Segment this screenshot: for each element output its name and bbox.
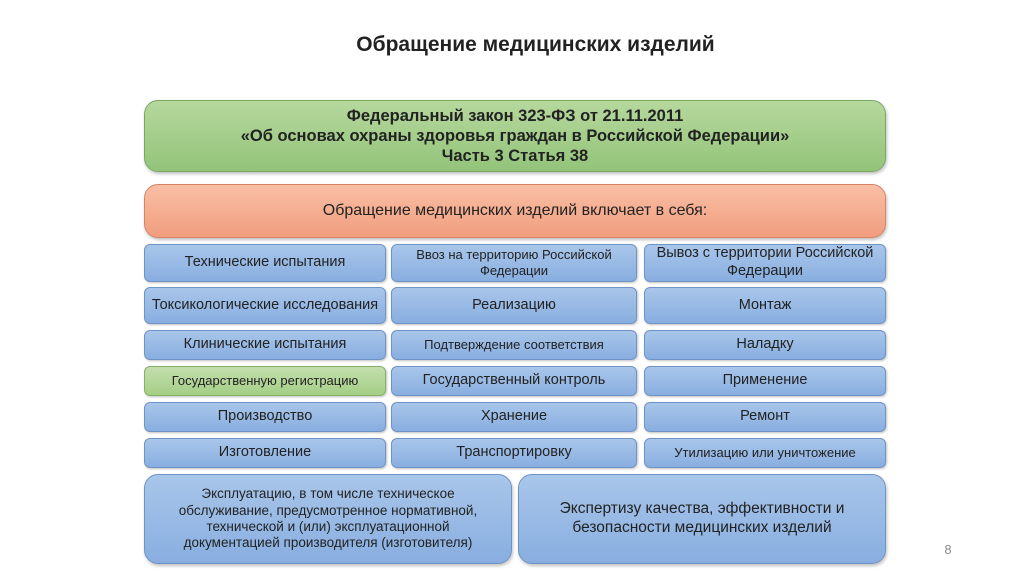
slide-title: Обращение медицинских изделий xyxy=(356,33,715,56)
item-conformity: Подтверждение соответствия xyxy=(391,330,637,360)
item-transportation: Транспортировку xyxy=(391,438,637,468)
item-adjustment: Наладку xyxy=(644,330,886,360)
item-clinical-tests: Клинические испытания xyxy=(144,330,386,360)
item-installation: Монтаж xyxy=(644,287,886,324)
item-state-control: Государственный контроль xyxy=(391,366,637,396)
item-production: Производство xyxy=(144,402,386,432)
law-reference-box xyxy=(144,100,886,172)
law-line-3: Часть 3 Статья 38 xyxy=(441,147,589,166)
item-disposal: Утилизацию или уничтожение xyxy=(644,438,886,468)
item-application: Применение xyxy=(644,366,886,396)
item-operation: Эксплуатацию, в том числе техническое обслуживание, предусмотренное нормативной, технической и (или) эксплуатационной документацией производителя (изготовителя) xyxy=(144,474,512,564)
page-number: 8 xyxy=(944,542,952,557)
item-technical-tests: Технические испытания xyxy=(144,244,386,282)
item-repair: Ремонт xyxy=(644,402,886,432)
item-sale: Реализацию xyxy=(391,287,637,324)
item-toxicology: Токсикологические исследования xyxy=(144,287,386,324)
item-manufacturing: Изготовление xyxy=(144,438,386,468)
item-export: Вывоз с территории Российской Федерации xyxy=(644,244,886,282)
law-line-2: «Об основах охраны здоровья граждан в Российской Федерации» xyxy=(240,126,790,145)
item-state-registration: Государственную регистрацию xyxy=(144,366,386,396)
includes-heading-box: Обращение медицинских изделий включает в себя: xyxy=(144,184,886,238)
item-expertise: Экспертизу качества, эффективности и безопасности медицинских изделий xyxy=(518,474,886,564)
law-line-1: Федеральный закон 323-ФЗ от 21.11.2011 xyxy=(346,106,684,125)
item-storage: Хранение xyxy=(391,402,637,432)
item-import: Ввоз на территорию Российской Федерации xyxy=(391,244,637,282)
